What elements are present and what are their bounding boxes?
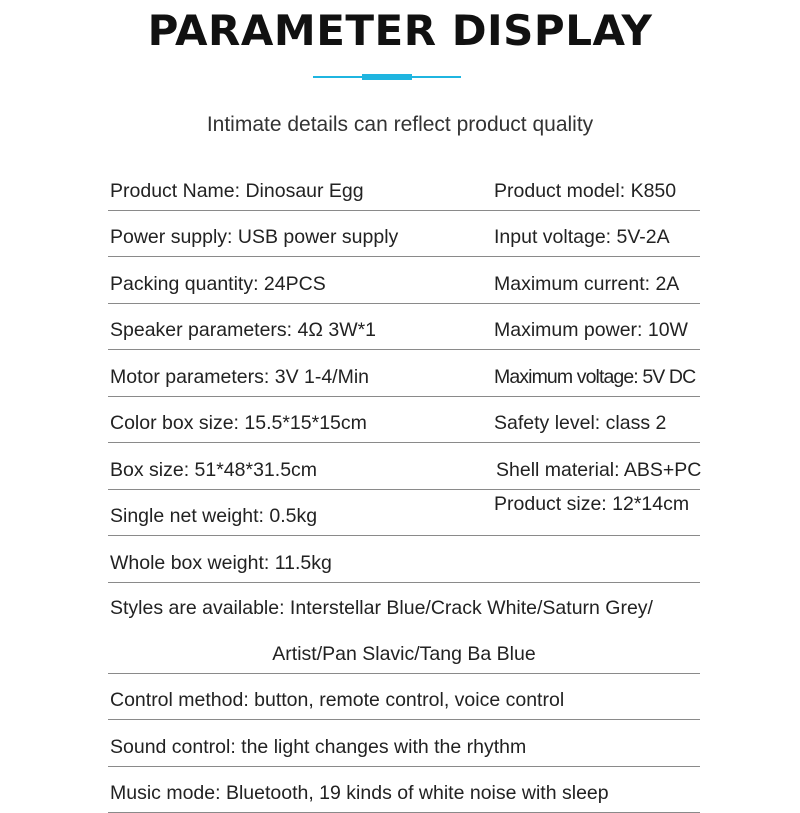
param-row [108,443,700,490]
param-row [108,350,700,397]
param-single-net-weight: Single net weight: 0.5kg [110,505,317,528]
param-safety-level: Safety level: class 2 [494,412,666,435]
title-underline-accent [362,74,412,80]
param-styles-line2: Artist/Pan Slavic/Tang Ba Blue [108,643,700,666]
param-motor-parameters: Motor parameters: 3V 1-4/Min [110,366,369,389]
param-row [108,304,700,351]
param-row [108,164,700,211]
param-row [108,257,700,304]
param-packing-quantity: Packing quantity: 24PCS [110,273,326,296]
param-row [108,767,700,813]
param-row [108,490,700,537]
param-product-size: Product size: 12*14cm [494,493,689,516]
param-sound-control: Sound control: the light changes with the rhythm [110,736,526,759]
param-row [108,536,700,583]
param-row [108,720,700,767]
param-box-size: Box size: 51*48*31.5cm [110,459,317,482]
param-row [108,627,700,674]
param-input-voltage: Input voltage: 5V-2A [494,226,670,249]
param-color-box-size: Color box size: 15.5*15*15cm [110,412,367,435]
param-row [108,674,700,721]
parameter-table [108,164,700,813]
param-control-method: Control method: button, remote control, voice control [110,689,564,712]
param-maximum-current: Maximum current: 2A [494,273,679,296]
subtitle: Intimate details can reflect product quality [0,113,800,137]
param-styles-line1: Styles are available: Interstellar Blue/Crack White/Saturn Grey/ [110,597,653,620]
param-speaker-parameters: Speaker parameters: 4Ω 3W*1 [110,319,376,342]
param-shell-material: Shell material: ABS+PC [496,459,701,482]
param-row [108,583,700,627]
param-music-mode: Music mode: Bluetooth, 19 kinds of white noise with sleep [110,782,609,805]
param-maximum-power: Maximum power: 10W [494,319,688,342]
page-title: PARAMETER DISPLAY [0,6,800,55]
param-product-model: Product model: K850 [494,180,676,203]
param-whole-box-weight: Whole box weight: 11.5kg [110,552,332,575]
param-row [108,397,700,444]
param-maximum-voltage: Maximum voltage: 5V DC [494,366,695,389]
param-product-name: Product Name: Dinosaur Egg [110,180,364,203]
param-row [108,211,700,258]
param-power-supply: Power supply: USB power supply [110,226,398,249]
